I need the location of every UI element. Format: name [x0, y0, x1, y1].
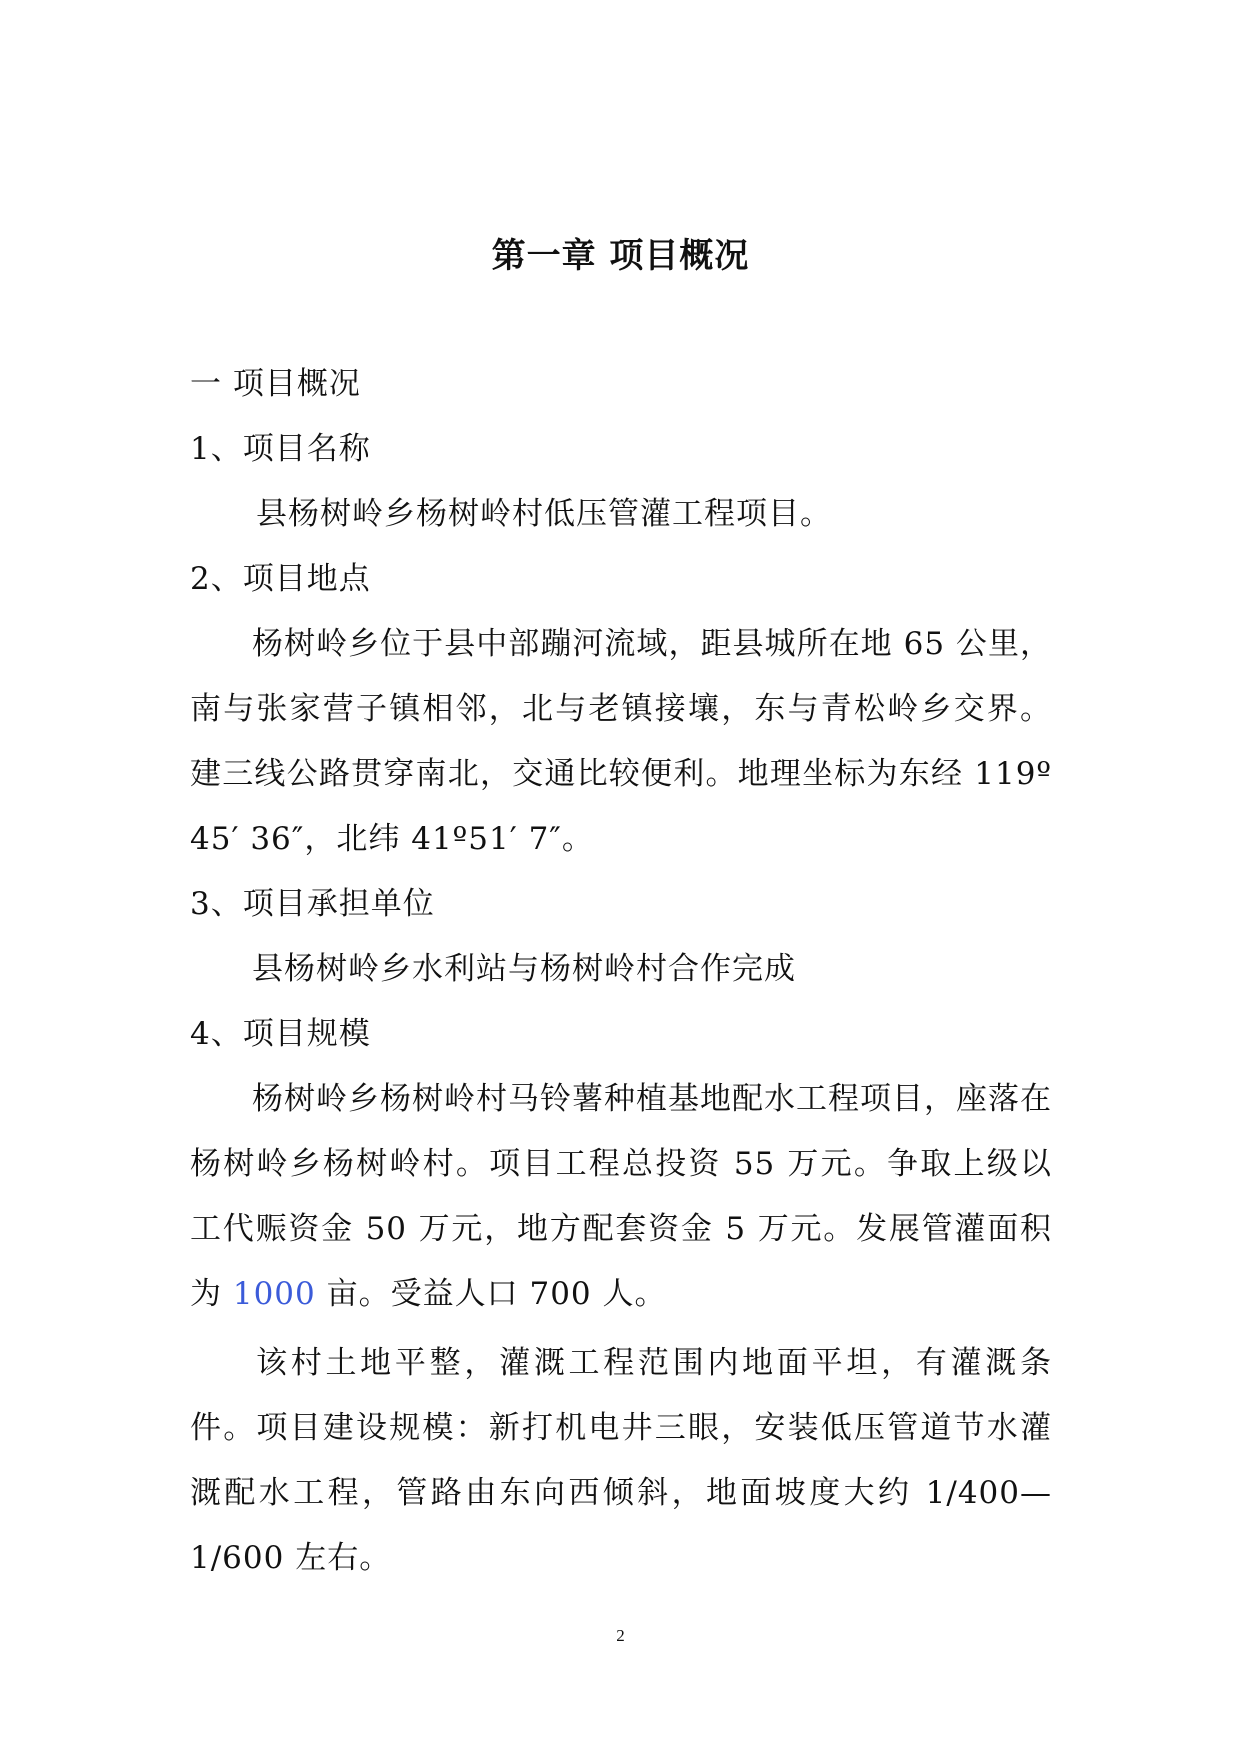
project-scale-heading: 4、项目规模: [190, 1016, 371, 1052]
project-location-heading: 2、项目地点: [190, 561, 371, 597]
scale-text-before: 杨树岭乡杨树岭村马铃薯种植基地配水工程项目，座落在杨树岭乡杨树岭村。项目工程总投资 55 万元。争取上级以工代赈资金 50 万元，地方配套资金 5 万元。发展管灌面积为: [190, 1081, 1052, 1312]
project-location-text: 杨树岭乡位于县中部蹦河流域，距县城所在地 65 公里，南与张家营子镇相邻，北与老镇接壤，东与青松岭乡交界。建三线公路贯穿南北，交通比较便利。地理坐标为东经 119º 45′ 36″，北纬 41º51′ 7″。: [190, 626, 1052, 857]
project-conditions-text: 该村土地平整，灌溉工程范围内地面平坦，有灌溉条件。项目建设规模：新打机电井三眼，安装低压管道节水灌溉配水工程，管路由东向西倾斜，地面坡度大约 1/400—1/600 左右。: [190, 1345, 1052, 1576]
project-scale-text: [190, 1067, 1052, 1327]
page-number: 2: [616, 1626, 625, 1645]
document-body: [190, 352, 1052, 1591]
project-unit-text: 县杨树岭乡水利站与杨树岭村合作完成: [252, 951, 796, 987]
chapter-title: 第一章 项目概况: [491, 236, 750, 276]
project-name-heading: 1、项目名称: [190, 431, 371, 467]
project-unit-heading: 3、项目承担单位: [190, 886, 435, 922]
section-heading: 一 项目概况: [190, 366, 361, 402]
project-name-text: 县杨树岭乡杨树岭村低压管灌工程项目。: [256, 496, 832, 532]
scale-text-after: 亩。受益人口 700 人。: [315, 1276, 667, 1312]
irrigation-area-value: 1000: [232, 1276, 316, 1312]
